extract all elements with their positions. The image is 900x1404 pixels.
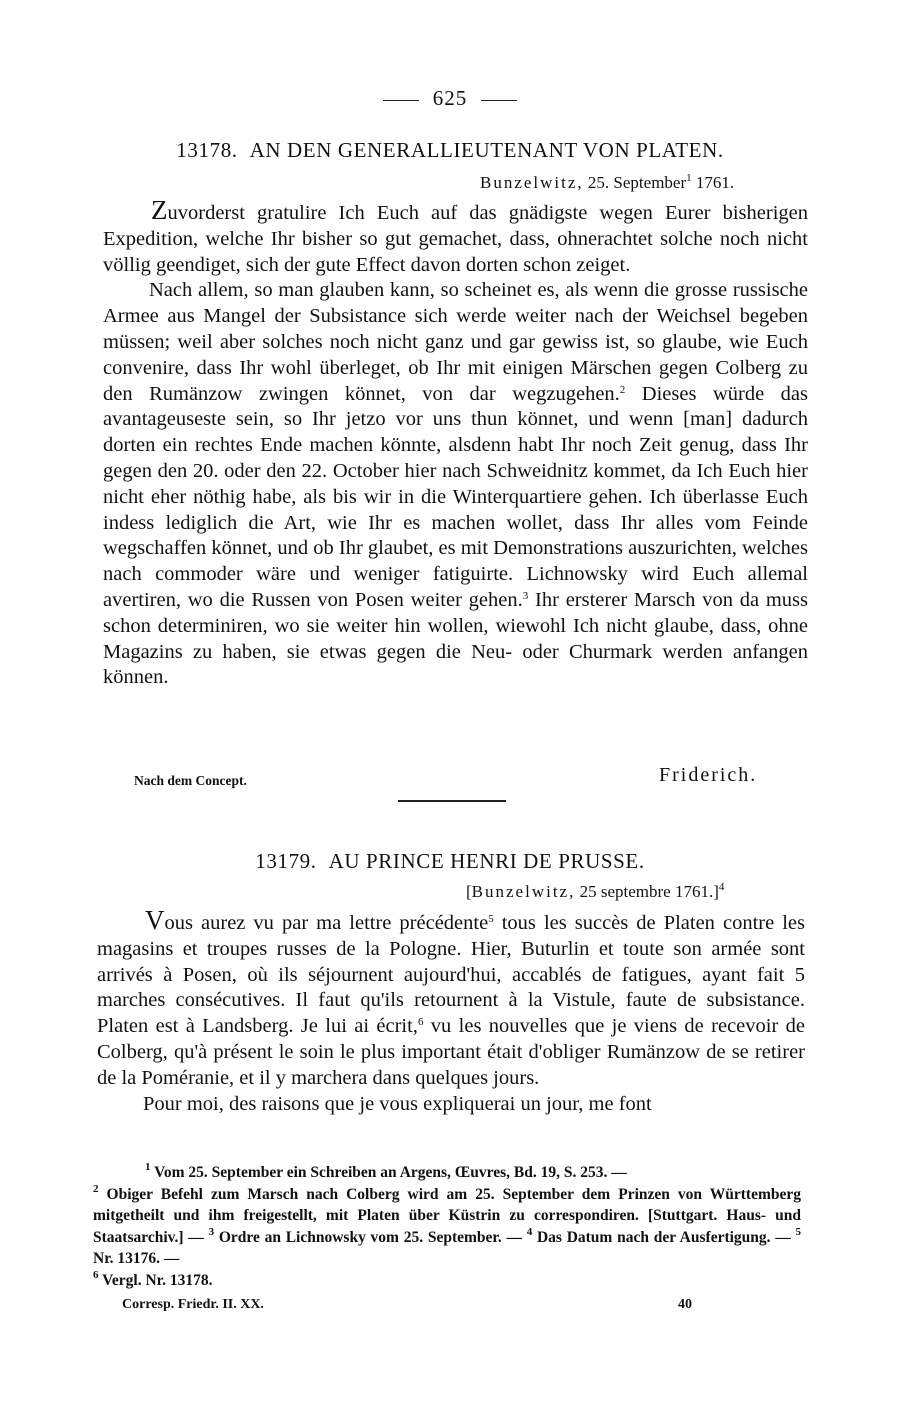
paragraph <box>97 1092 805 1118</box>
paragraph <box>103 195 808 278</box>
paragraph-text: Nach allem, so man glauben kann, so scheinet es, als wenn die grosse russische Armee aus Mangel der Subsistance sich werde weiter nach der Weichsel begeben müssen; weil aber solches noch nicht ganz und gar gewiss ist, so glaube, wie Euch convenire, dass Ihr wohl überleget, ob Ihr mit einigen Märschen gegen Colberg zu den Rumänzow zwingen könnet, von dar wegzugehen. <box>103 279 808 405</box>
paragraph-text: tous les succès de Platen contre les magasins et troupes russes de la Pologne. Hier, Buturlin et toute son armée sont arrivés à Posen, où ils séjournent aujourd'hui, accablés de fatigues, ayant fait 5 marches consécutives. Il faut qu'ils retournent à la Vistule, faute de subsistance. Platen est à Landsberg. Je lui ai écrit, <box>97 912 806 1038</box>
paragraph-text: ous aurez vu par ma lettre précédente <box>164 912 489 934</box>
paragraph-text: vu les nouvelles que je viens de recevoir de Colberg, qu'à présent le soin le plus important était d'obliger Rumänzow de se retirer de la Poméranie, et il y marchera dans quelques jours. <box>97 1015 805 1089</box>
paragraph-text: Pour moi, des raisons que je vous expliquerai un jour, me font <box>143 1092 652 1115</box>
footnote-mark-6: 6 <box>93 1268 99 1281</box>
footnote-ref-6: 6 <box>417 1016 424 1029</box>
paragraph-text: uvorderst gratulire Ich Euch auf das gnädigste wegen Eurer bisherigen Expedition, welche Ihr bisher so gut gemachet, dass, ohnerachtet solche noch nicht völlig geendiget, sich der gute Effect davon dorten schon zeiget. <box>103 202 808 276</box>
dateline-date: 25. September <box>587 173 687 192</box>
footnote-2: Obiger Befehl zum Marsch nach Colberg wird am 25. September dem Prinzen von Württemberg mitgetheilt und ihm freigestellt, mit Platen über Küstrin zu correspondiren. [Stuttgart. Haus- und Staatsarchiv.] — <box>93 1185 802 1246</box>
footnote-mark-3: 3 <box>208 1225 215 1238</box>
dateline-place: Bunzelwitz, <box>480 173 584 192</box>
letter-number: 13178. <box>176 138 238 162</box>
source-note: Nach dem Concept. <box>134 773 247 788</box>
footnote-block <box>93 1184 801 1270</box>
footer-sheet-number: 40 <box>678 1297 692 1312</box>
footnote-line <box>93 1270 801 1292</box>
footnote-line <box>93 1162 801 1184</box>
letter-13178-body <box>103 195 808 691</box>
footnote-mark-1: 1 <box>145 1161 151 1173</box>
dateline-bracket: [ <box>466 882 472 901</box>
footnote-ref-1: 1 <box>686 172 692 184</box>
dateline-date: 25 septembre 1761.] <box>579 882 719 901</box>
letter-13178-heading <box>0 138 900 163</box>
page-number-dash-right <box>481 100 517 101</box>
paragraph-text: Dieses würde das avantageuseste sein, so Ihr jetzo vor uns thun könnet, und wenn [man] dadurch dorten ein rechtes Ende machen könnte, alsdenn habt Ihr noch Zeit genug, dass Ihr gegen den 20. oder den 22. October hier nach Schweidnitz kommet, da Ich Euch hier nicht eher nöthig habe, als bis wir in die Winterquartiere gehen. Ich überlasse Euch indess lediglich die Art, wie Ihr es machen wollet, dass Ihr alles vom Feinde wegschaffen könnet, und ob Ihr glaubet, es mit Demonstrations auszurichten, welches nach commoder wäre und weniger fatiguirte. Lichnowsky wird Euch allemal avertiren, wo die Russen von Posen weiter gehen. <box>103 382 808 611</box>
footnotes <box>93 1162 801 1292</box>
section-divider <box>398 800 506 802</box>
initial-letter: Z <box>151 195 168 225</box>
footnote-mark-5: 5 <box>795 1225 802 1238</box>
letter-title: AN DEN GENERALLIEUTENANT VON PLATEN. <box>249 138 724 162</box>
paragraph <box>97 905 806 1092</box>
footnote-ref-3: 3 <box>522 589 529 602</box>
footnote-5: Nr. 13176. — <box>93 1250 180 1268</box>
footnote-4: Das Datum nach der Ausfertigung. — <box>536 1228 791 1246</box>
letter-13178-dateline <box>480 173 734 193</box>
footnote-mark-2: 2 <box>93 1182 99 1195</box>
signature: Friderich. <box>659 764 758 786</box>
letter-13179-heading <box>0 849 900 874</box>
letter-13179-dateline <box>466 882 724 902</box>
letter-13179-body <box>97 905 806 1117</box>
page-number <box>0 86 900 111</box>
footer-signature-mark: Corresp. Friedr. II. XX. <box>122 1297 264 1312</box>
dateline-year: 1761. <box>695 173 735 192</box>
initial-letter: V <box>145 905 165 935</box>
footnote-mark-4: 4 <box>526 1225 533 1238</box>
dateline-place: Bunzelwitz, <box>471 882 576 901</box>
footnote-ref-2: 2 <box>619 383 626 396</box>
paragraph-text: Ihr ersterer Marsch von da muss schon determiniren, wo sie weiter hin wollen, wiewohl Ich nicht glaube, dass, ohne Magazins zu haben, sie etwas gegen die Neu- oder Churmark werden anfangen können. <box>103 588 808 689</box>
footnote-3: Ordre an Lichnowsky vom 25. September. — <box>218 1228 522 1246</box>
footnote-6: Vergl. Nr. 13178. <box>102 1271 213 1289</box>
footnote-ref-5: 5 <box>488 913 494 925</box>
paragraph <box>103 278 808 691</box>
footnote-1: Vom 25. September ein Schreiben an Argens, Œuvres, Bd. 19, S. 253. — <box>154 1164 627 1181</box>
footnote-ref-4: 4 <box>718 881 725 893</box>
letter-number: 13179. <box>255 849 317 873</box>
page-number-dash-left <box>383 100 419 101</box>
page-number-text: 625 <box>432 86 468 110</box>
letter-title: AU PRINCE HENRI DE PRUSSE. <box>328 849 645 873</box>
